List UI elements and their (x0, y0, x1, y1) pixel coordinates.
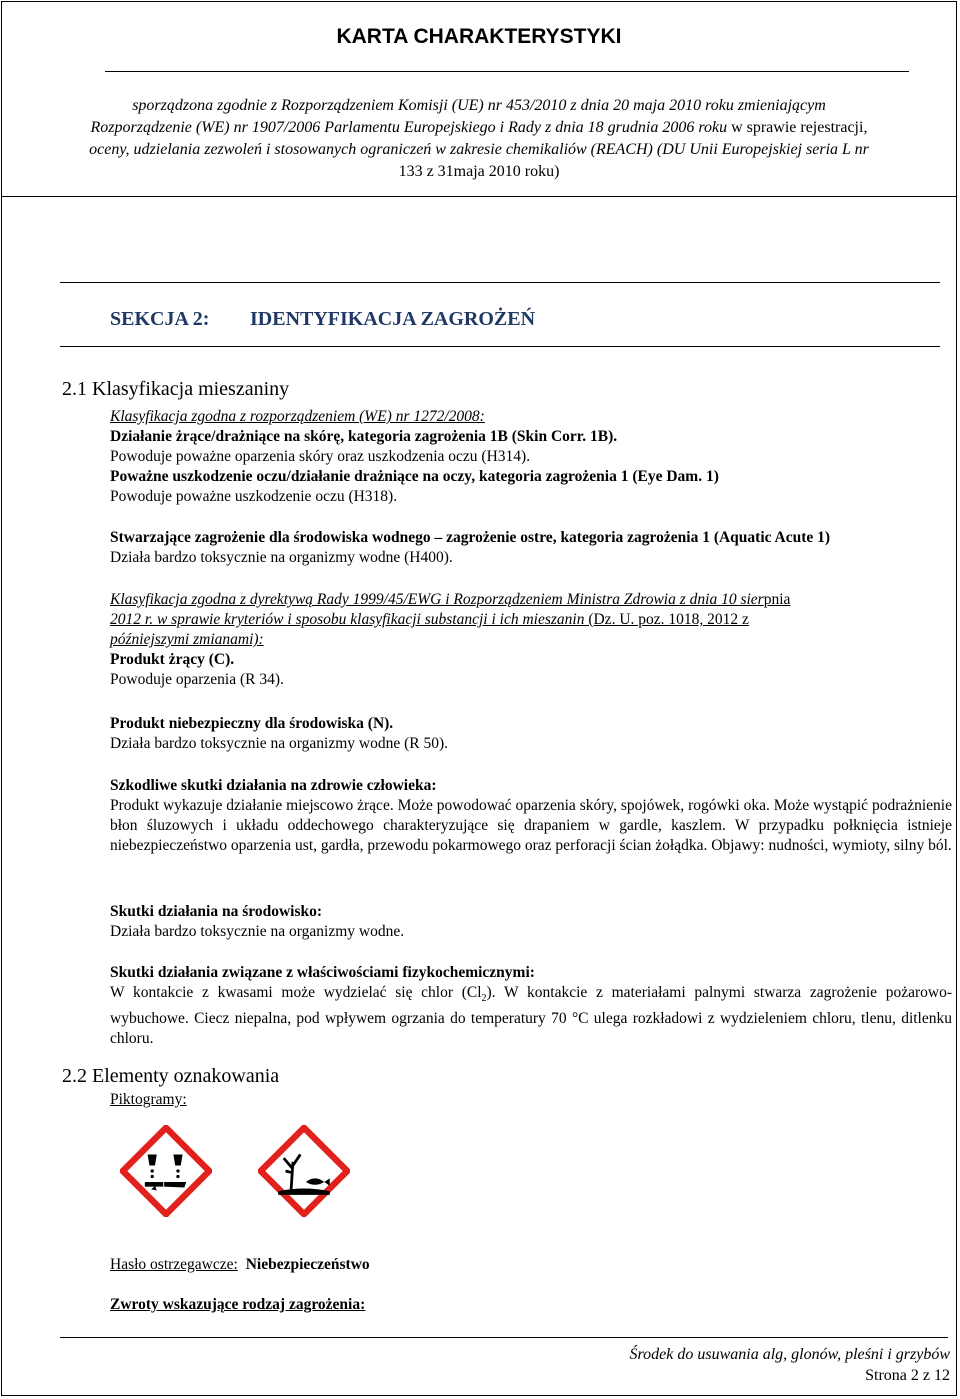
subsection-2-2-heading: 2.2 Elementy oznakowania (62, 1065, 280, 1087)
directive-heading-line-3: późniejszymi zmianami): (110, 631, 264, 648)
section-number: SEKCJA 2: (110, 308, 210, 330)
section-top-rule (60, 282, 940, 283)
skin-hazard-statement: Powoduje poważne oparzenia skóry oraz uszkodzenia oczu (H314). (110, 448, 531, 465)
subtitle-line-1: sporządzona zgodnie z Rozporządzeniem Komisji (UE) nr 453/2010 z dnia 20 maja 2010 roku zmieniającym (132, 97, 826, 114)
phys-effects-text: W kontakcie z kwasami może wydzielać się chlor $(Cl_2)$. W kontakcie z materiałami palnymi stwarza zagrożenie pożarowo-wybuchowe. Ciecz niepalna, pod wpływem ogrzania do temperatury 70 °C ulega rozkładowi z wydzieleniem chloru, tlenu, ditlenku chloru. (110, 984, 952, 1048)
subtitle-line-2: Rozporządzenie (WE) nr 1907/2006 Parlamentu Europejskiego i Rady z dnia 18 grudnia 2006 roku w sprawie rejestracji, (90, 119, 868, 136)
env-effects-block (110, 902, 952, 942)
document-header (1, 1, 957, 197)
health-effects-block (110, 776, 952, 856)
subtitle-line-4: 133 z 31maja 2010 roku) (398, 163, 560, 180)
document-subtitle (41, 95, 917, 183)
env-classification: Produkt niebezpieczny dla środowiska (N). (110, 715, 394, 732)
signal-word: Niebezpieczeństwo (245, 1256, 370, 1273)
eye-classification: Poważne uszkodzenie oczu/działanie drażniące na oczy, kategoria zagrożenia 1 (Eye Dam. 1) (110, 468, 719, 485)
footer-page-number: Strona 2 z 12 (865, 1367, 950, 1384)
health-effects-text: Produkt wykazuje działanie miejscowo żrące. Może powodować oparzenia skóry, spojówek, rogówki oka. Może wystąpić podrażnienie błon śluzowych i układu oddechowego charakteryzujące się drapaniem w gardle, kaszlem. W przypadku połknięcia istnieje niebezpieczeństwo oparzenia ust, gardła, przewodu pokarmowego oraz perforacji ścian żołądka. Objawy: nudności, wymioty, silny ból. (110, 797, 952, 854)
directive-block (110, 590, 952, 690)
env-effects-text: Działa bardzo toksycznie na organizmy wodne. (110, 923, 405, 940)
pictograms-label: Piktogramy: (110, 1091, 187, 1108)
env-effects-heading: Skutki działania na środowisko: (110, 903, 323, 920)
directive-heading-line-1: Klasyfikacja zgodna z dyrektywą Rady 1999/45/EWG i Rozporządzeniem Ministra Zdrowia z dnia 10 sierpnia (110, 591, 791, 608)
phys-effects-block (110, 963, 952, 1049)
s21-block (110, 407, 952, 507)
aquatic-classification: Stwarzające zagrożenie dla środowiska wodnego – zagrożenie ostre, kategoria zagrożenia 1 (Aquatic Acute 1) (110, 529, 831, 546)
signal-word-label: Hasło ostrzegawcze: (110, 1256, 238, 1273)
clp-heading: Klasyfikacja zgodna z rozporządzeniem (WE) nr 1272/2008: (110, 408, 485, 425)
corrosive-classification: Produkt żrący (C). (110, 651, 235, 668)
aquatic-hazard-statement: Działa bardzo toksycznie na organizmy wodne (H400). (110, 549, 453, 566)
title-rule (105, 71, 909, 72)
phys-effects-heading: Skutki działania związane z właściwościami fizykochemicznymi: (110, 964, 535, 981)
section-bottom-rule (60, 346, 940, 347)
env-classification-block (110, 714, 952, 754)
section-title: IDENTYFIKACJA ZAGROŻEŃ (250, 308, 536, 330)
subsection-2-1-heading: 2.1 Klasyfikacja mieszaniny (62, 378, 290, 400)
hazard-statements-heading: Zwroty wskazujące rodzaj zagrożenia: (110, 1296, 366, 1313)
health-effects-heading: Szkodliwe skutki działania na zdrowie człowieka: (110, 777, 437, 794)
corrosion-pictogram (120, 1125, 212, 1217)
environment-pictogram (258, 1125, 350, 1217)
signal-word-row (110, 1255, 952, 1275)
corrosive-risk-phrase: Powoduje oparzenia (R 34). (110, 671, 284, 688)
eye-hazard-statement: Powoduje poważne uszkodzenie oczu (H318). (110, 488, 398, 505)
aquatic-block (110, 528, 952, 568)
subtitle-line-3: oceny, udzielania zezwoleń i stosowanych ograniczeń w zakresie chemikaliów (REACH) (DU Unii Europejskiej seria L nr (89, 141, 869, 158)
skin-classification: Działanie żrące/drażniące na skórę, kategoria zagrożenia 1B (Skin Corr. 1B). (110, 428, 618, 445)
env-risk-phrase: Działa bardzo toksycznie na organizmy wodne (R 50). (110, 735, 449, 752)
document-title: KARTA CHARAKTERYSTYKI (336, 25, 622, 48)
directive-heading-line-2: 2012 r. w sprawie kryteriów i sposobu klasyfikacji substancji i ich mieszanin (Dz. U. poz. 1018, 2012 z (110, 611, 749, 628)
footer-rule (60, 1337, 948, 1338)
footer-product-name: Środek do usuwania alg, glonów, pleśni i grzybów (629, 1346, 950, 1363)
